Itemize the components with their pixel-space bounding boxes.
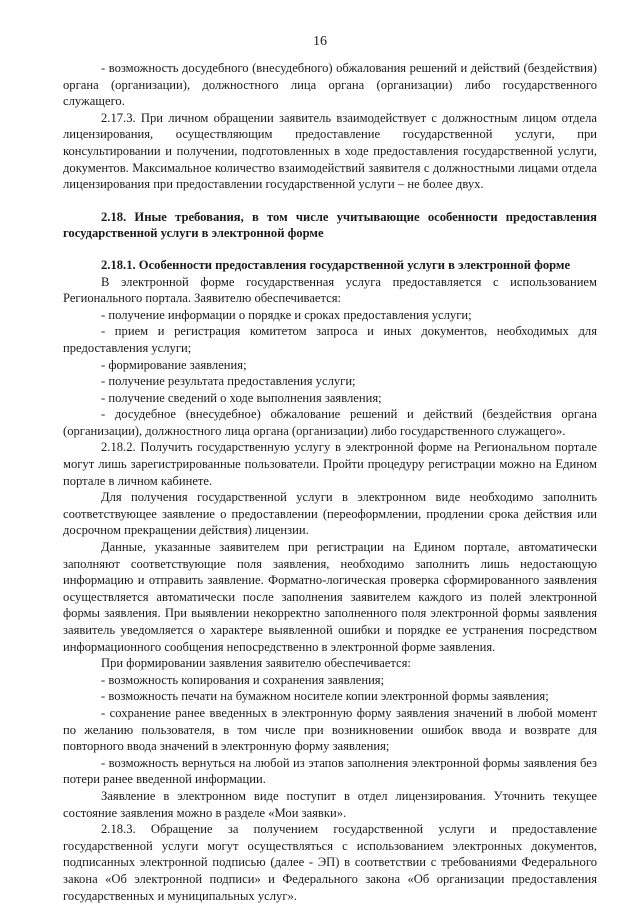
paragraph: Заявление в электронном виде поступит в отдел лицензирования. Уточнить текущее состояние заявления можно в разделе «Мои заявки». <box>63 788 597 820</box>
paragraph: - возможность досудебного (внесудебного) обжалования решений и действий (бездействия) органа (организации), должностного лица органа (организации) либо государственного служащего. <box>63 61 597 109</box>
list-item: - получение результата предоставления услуги; <box>101 374 356 389</box>
paragraph: В электронной форме государственная услуга предоставляется с использованием Регионального портала. Заявителю обеспечивается: <box>63 274 597 306</box>
section-heading-2-18: 2.18. Иные требования, в том числе учитывающие особенности предоставления государственной услуги в электронной форме <box>63 209 597 241</box>
paragraph: 2.18.2. Получить государственную услугу в электронной форме на Региональном портале могут лишь зарегистрированные пользователи. Пройти процедуру регистрации можно на Едином портале в личном кабинете. <box>63 440 597 488</box>
document-body <box>63 60 597 904</box>
paragraph: 2.17.3. При личном обращении заявитель взаимодействует с должностным лицом отдела лицензирования, осуществляющим предоставление государственной услуги, при консультировании и получении, подготовленных в ходе предоставления государственной услуги, документов. Максимальное количество взаимодействий заявителя с должностными лицами отдела лицензирования при предоставлении государственной услуги – не более двух. <box>63 110 597 192</box>
list-item: - возможность копирования и сохранения заявления; <box>101 672 385 687</box>
paragraph: Для получения государственной услуги в электронном виде необходимо заполнить соответствующее заявление о предоставлении (переоформлении, продлении срока действия или досрочном прекращении действия) лицензии. <box>63 490 597 538</box>
paragraph: При формировании заявления заявителю обеспечивается: <box>101 656 411 671</box>
page-number: 16 <box>313 34 327 49</box>
list-item: - прием и регистрация комитетом запроса и иных документов, необходимых для предоставления услуги; <box>63 324 597 355</box>
list-item: - получение сведений о ходе выполнения заявления; <box>101 390 382 405</box>
list-item: - получение информации о порядке и сроках предоставления услуги; <box>101 307 472 322</box>
subsection-heading-2-18-1: 2.18.1. Особенности предоставления государственной услуги в электронной форме <box>101 257 571 272</box>
spacer <box>63 193 597 201</box>
list-item: - возможность печати на бумажном носителе копии электронной формы заявления; <box>101 689 549 704</box>
spacer <box>63 242 597 250</box>
list-item: - возможность вернуться на любой из этапов заполнения электронной формы заявления без потери ранее введенной информации. <box>63 755 597 787</box>
paragraph: Данные, указанные заявителем при регистрации на Едином портале, автоматически заполняют соответствующие поля заявления, необходимо заполнить лишь недостающую информацию и отправить заявление. Форматно-логическая проверка сформированного заявления осуществляется автоматически после заполнения заявителем каждого из полей электронной формы заявления. При выявлении некорректно заполненного поля электронной формы заявления заявитель уведомляется о характере выявленной ошибки и порядке ее устранения посредством информационного сообщения непосредственно в электронной форме заявления. <box>63 540 597 654</box>
list-item: - сохранение ранее введенных в электронную форму заявления значений в любой момент по желанию пользователя, в том числе при возникновении ошибок ввода и возврате для повторного ввода значений в электронную форму заявления; <box>63 705 597 754</box>
list-item: - формирование заявления; <box>101 357 247 372</box>
list-item: - досудебное (внесудебное) обжалование решений и действий (бездействия органа (организации), должностного лица органа (организации) либо государственного служащего». <box>63 407 597 438</box>
paragraph: 2.18.3. Обращение за получением государственной услуги и предоставление государственной услуги могут осуществляться с использованием электронных документов, подписанных электронной подписью (далее - ЭП) в соответствии с требованиями Федерального закона «Об электронной подписи» и Федерального закона «Об организации предоставления государственных и муниципальных услуг». <box>63 822 597 903</box>
